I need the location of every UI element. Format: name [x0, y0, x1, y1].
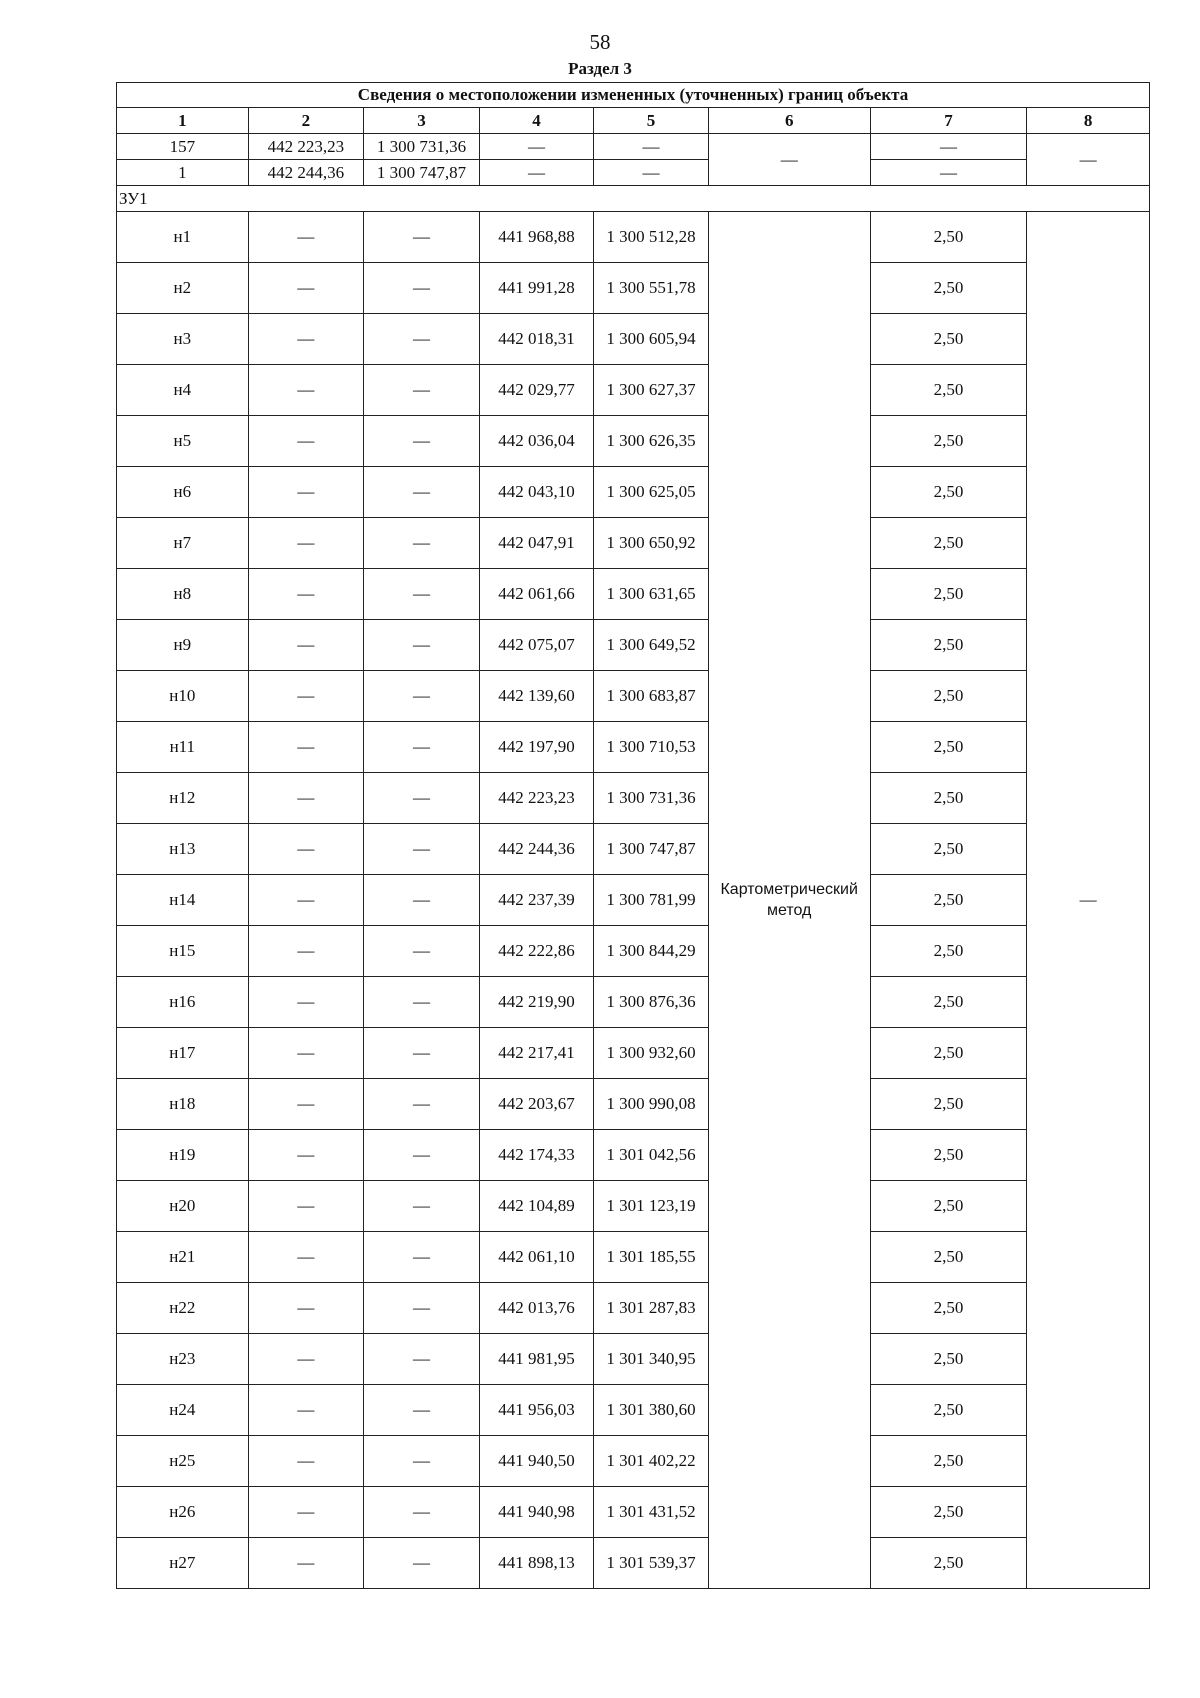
- new-y: 1 300 990,08: [594, 1079, 709, 1130]
- point-name: н16: [117, 977, 249, 1028]
- new-y: 1 300 781,99: [594, 875, 709, 926]
- table-row: [117, 569, 1150, 620]
- existing-y: —: [364, 314, 480, 365]
- column-number: 8: [1027, 108, 1150, 134]
- point-name: н25: [117, 1436, 249, 1487]
- new-y: 1 301 287,83: [594, 1283, 709, 1334]
- new-y: 1 300 683,87: [594, 671, 709, 722]
- accuracy-cell: 2,50: [870, 1130, 1027, 1181]
- new-y: 1 300 512,28: [594, 212, 709, 263]
- existing-x: —: [248, 416, 364, 467]
- point-name: н26: [117, 1487, 249, 1538]
- existing-y: —: [364, 620, 480, 671]
- new-x: 441 968,88: [479, 212, 594, 263]
- accuracy-cell: 2,50: [870, 1283, 1027, 1334]
- table-row: [117, 1385, 1150, 1436]
- table-row: [117, 518, 1150, 569]
- new-x: 441 898,13: [479, 1538, 594, 1589]
- new-y: 1 301 431,52: [594, 1487, 709, 1538]
- table-row: [117, 620, 1150, 671]
- accuracy-cell: —: [870, 160, 1027, 186]
- accuracy-cell: 2,50: [870, 875, 1027, 926]
- existing-y: —: [364, 1487, 480, 1538]
- description-cell: —: [1027, 212, 1150, 1589]
- table-row: [117, 875, 1150, 926]
- existing-y: —: [364, 263, 480, 314]
- accuracy-cell: 2,50: [870, 569, 1027, 620]
- new-y: 1 300 649,52: [594, 620, 709, 671]
- new-x: 442 047,91: [479, 518, 594, 569]
- page-number: 58: [589, 30, 611, 54]
- point-name: н18: [117, 1079, 249, 1130]
- new-y: 1 300 650,92: [594, 518, 709, 569]
- existing-x: —: [248, 773, 364, 824]
- existing-y: —: [364, 416, 480, 467]
- accuracy-cell: 2,50: [870, 1538, 1027, 1589]
- accuracy-cell: 2,50: [870, 1487, 1027, 1538]
- table-row: [117, 1487, 1150, 1538]
- table-row: [117, 263, 1150, 314]
- new-y: —: [594, 134, 709, 160]
- new-y: 1 300 731,36: [594, 773, 709, 824]
- existing-x: —: [248, 671, 364, 722]
- point-name: 1: [117, 160, 249, 186]
- existing-x: —: [248, 1028, 364, 1079]
- column-number: 4: [479, 108, 594, 134]
- section-title: Раздел 3: [568, 59, 632, 78]
- existing-y: —: [364, 773, 480, 824]
- point-name: н7: [117, 518, 249, 569]
- existing-y: —: [364, 212, 480, 263]
- new-x: 442 075,07: [479, 620, 594, 671]
- accuracy-cell: 2,50: [870, 1232, 1027, 1283]
- new-x: 442 139,60: [479, 671, 594, 722]
- existing-x: —: [248, 467, 364, 518]
- existing-x: 442 244,36: [248, 160, 364, 186]
- existing-y: 1 300 747,87: [364, 160, 480, 186]
- accuracy-cell: 2,50: [870, 977, 1027, 1028]
- table-row: [117, 1130, 1150, 1181]
- new-x: 441 940,98: [479, 1487, 594, 1538]
- point-name: н24: [117, 1385, 249, 1436]
- new-y: 1 300 551,78: [594, 263, 709, 314]
- existing-point-row: [117, 134, 1150, 160]
- table-row: [117, 365, 1150, 416]
- new-x: 441 991,28: [479, 263, 594, 314]
- existing-y: —: [364, 824, 480, 875]
- accuracy-cell: 2,50: [870, 773, 1027, 824]
- table-row: [117, 416, 1150, 467]
- new-x: 442 018,31: [479, 314, 594, 365]
- existing-y: 1 300 731,36: [364, 134, 480, 160]
- table-row: [117, 1232, 1150, 1283]
- column-number-row: [117, 108, 1150, 134]
- existing-y: —: [364, 1028, 480, 1079]
- new-x: 442 217,41: [479, 1028, 594, 1079]
- existing-y: —: [364, 671, 480, 722]
- new-y: 1 300 710,53: [594, 722, 709, 773]
- point-name: н11: [117, 722, 249, 773]
- existing-x: —: [248, 1334, 364, 1385]
- existing-y: —: [364, 467, 480, 518]
- table-caption-row: [117, 83, 1150, 108]
- existing-x: —: [248, 263, 364, 314]
- existing-x: —: [248, 1079, 364, 1130]
- new-x: 442 043,10: [479, 467, 594, 518]
- existing-y: —: [364, 926, 480, 977]
- existing-y: —: [364, 977, 480, 1028]
- existing-y: —: [364, 1181, 480, 1232]
- existing-x: —: [248, 212, 364, 263]
- method-cell: Картометрический метод: [708, 212, 870, 1589]
- column-number: 1: [117, 108, 249, 134]
- point-name: н27: [117, 1538, 249, 1589]
- table-row: [117, 977, 1150, 1028]
- table-caption: Сведения о местоположении измененных (уточненных) границ объекта: [117, 83, 1150, 108]
- table-row: [117, 722, 1150, 773]
- point-name: н8: [117, 569, 249, 620]
- existing-y: —: [364, 875, 480, 926]
- existing-y: —: [364, 1130, 480, 1181]
- accuracy-cell: 2,50: [870, 365, 1027, 416]
- existing-y: —: [364, 1283, 480, 1334]
- point-name: н1: [117, 212, 249, 263]
- new-x: —: [479, 160, 594, 186]
- new-x: 442 197,90: [479, 722, 594, 773]
- table-row: [117, 1028, 1150, 1079]
- existing-y: —: [364, 518, 480, 569]
- point-name: н20: [117, 1181, 249, 1232]
- new-x: 442 244,36: [479, 824, 594, 875]
- point-name: н21: [117, 1232, 249, 1283]
- new-y: 1 301 402,22: [594, 1436, 709, 1487]
- table-row: [117, 212, 1150, 263]
- new-y: 1 301 185,55: [594, 1232, 709, 1283]
- existing-x: —: [248, 569, 364, 620]
- existing-x: —: [248, 875, 364, 926]
- existing-y: —: [364, 1334, 480, 1385]
- point-name: н19: [117, 1130, 249, 1181]
- new-x: 442 222,86: [479, 926, 594, 977]
- existing-y: —: [364, 1232, 480, 1283]
- new-x: 442 219,90: [479, 977, 594, 1028]
- point-name: н2: [117, 263, 249, 314]
- table-row: [117, 1436, 1150, 1487]
- table-row: [117, 1283, 1150, 1334]
- accuracy-cell: 2,50: [870, 824, 1027, 875]
- point-name: н17: [117, 1028, 249, 1079]
- table-row: [117, 824, 1150, 875]
- new-x: —: [479, 134, 594, 160]
- new-x: 441 981,95: [479, 1334, 594, 1385]
- accuracy-cell: 2,50: [870, 1079, 1027, 1130]
- point-name: н4: [117, 365, 249, 416]
- column-number: 6: [708, 108, 870, 134]
- existing-x: —: [248, 1130, 364, 1181]
- table-row: [117, 1334, 1150, 1385]
- new-y: 1 300 627,37: [594, 365, 709, 416]
- new-x: 442 104,89: [479, 1181, 594, 1232]
- accuracy-cell: 2,50: [870, 518, 1027, 569]
- table-row: [117, 671, 1150, 722]
- new-y: 1 300 605,94: [594, 314, 709, 365]
- table-row: [117, 1079, 1150, 1130]
- point-name: н23: [117, 1334, 249, 1385]
- existing-x: —: [248, 1538, 364, 1589]
- point-name: н3: [117, 314, 249, 365]
- existing-x: —: [248, 824, 364, 875]
- point-name: н6: [117, 467, 249, 518]
- new-x: 441 956,03: [479, 1385, 594, 1436]
- new-x: 442 036,04: [479, 416, 594, 467]
- method-cell: —: [708, 134, 870, 186]
- new-y: 1 301 123,19: [594, 1181, 709, 1232]
- description-cell: —: [1027, 134, 1150, 186]
- accuracy-cell: —: [870, 134, 1027, 160]
- existing-x: —: [248, 518, 364, 569]
- table-row: [117, 1181, 1150, 1232]
- point-name: н22: [117, 1283, 249, 1334]
- existing-y: —: [364, 1538, 480, 1589]
- point-name: н12: [117, 773, 249, 824]
- new-y: 1 301 042,56: [594, 1130, 709, 1181]
- point-name: н13: [117, 824, 249, 875]
- accuracy-cell: 2,50: [870, 416, 1027, 467]
- point-name: н9: [117, 620, 249, 671]
- new-x: 442 174,33: [479, 1130, 594, 1181]
- point-name: н14: [117, 875, 249, 926]
- accuracy-cell: 2,50: [870, 467, 1027, 518]
- table-row: [117, 926, 1150, 977]
- new-x: 442 203,67: [479, 1079, 594, 1130]
- new-x: 442 061,66: [479, 569, 594, 620]
- new-x: 442 061,10: [479, 1232, 594, 1283]
- existing-y: —: [364, 365, 480, 416]
- table-row: [117, 314, 1150, 365]
- existing-y: —: [364, 1385, 480, 1436]
- existing-x: —: [248, 926, 364, 977]
- accuracy-cell: 2,50: [870, 722, 1027, 773]
- existing-x: —: [248, 1283, 364, 1334]
- new-y: 1 300 631,65: [594, 569, 709, 620]
- point-name: н15: [117, 926, 249, 977]
- group-row: [117, 186, 1150, 212]
- accuracy-cell: 2,50: [870, 263, 1027, 314]
- new-x: 442 237,39: [479, 875, 594, 926]
- point-name: н5: [117, 416, 249, 467]
- table-row: [117, 773, 1150, 824]
- coordinates-table: [116, 82, 1150, 1589]
- existing-y: —: [364, 1079, 480, 1130]
- accuracy-cell: 2,50: [870, 671, 1027, 722]
- accuracy-cell: 2,50: [870, 1385, 1027, 1436]
- new-y: —: [594, 160, 709, 186]
- new-y: 1 300 876,36: [594, 977, 709, 1028]
- accuracy-cell: 2,50: [870, 1181, 1027, 1232]
- existing-x: —: [248, 1232, 364, 1283]
- existing-x: —: [248, 314, 364, 365]
- new-y: 1 300 932,60: [594, 1028, 709, 1079]
- existing-x: 442 223,23: [248, 134, 364, 160]
- table-row: [117, 1538, 1150, 1589]
- existing-x: —: [248, 977, 364, 1028]
- accuracy-cell: 2,50: [870, 926, 1027, 977]
- column-number: 5: [594, 108, 709, 134]
- accuracy-cell: 2,50: [870, 1334, 1027, 1385]
- accuracy-cell: 2,50: [870, 212, 1027, 263]
- accuracy-cell: 2,50: [870, 314, 1027, 365]
- existing-x: —: [248, 1436, 364, 1487]
- existing-x: —: [248, 1181, 364, 1232]
- new-y: 1 300 626,35: [594, 416, 709, 467]
- existing-y: —: [364, 569, 480, 620]
- existing-x: —: [248, 365, 364, 416]
- new-y: 1 300 844,29: [594, 926, 709, 977]
- existing-x: —: [248, 1487, 364, 1538]
- table-row: [117, 467, 1150, 518]
- existing-y: —: [364, 1436, 480, 1487]
- existing-y: —: [364, 722, 480, 773]
- new-x: 442 223,23: [479, 773, 594, 824]
- new-y: 1 301 380,60: [594, 1385, 709, 1436]
- point-name: н10: [117, 671, 249, 722]
- new-x: 442 013,76: [479, 1283, 594, 1334]
- new-y: 1 300 625,05: [594, 467, 709, 518]
- point-name: 157: [117, 134, 249, 160]
- new-y: 1 301 340,95: [594, 1334, 709, 1385]
- existing-x: —: [248, 722, 364, 773]
- new-x: 442 029,77: [479, 365, 594, 416]
- existing-x: —: [248, 620, 364, 671]
- new-y: 1 300 747,87: [594, 824, 709, 875]
- group-label: ЗУ1: [117, 186, 1150, 212]
- new-x: 441 940,50: [479, 1436, 594, 1487]
- column-number: 2: [248, 108, 364, 134]
- accuracy-cell: 2,50: [870, 1028, 1027, 1079]
- accuracy-cell: 2,50: [870, 1436, 1027, 1487]
- existing-x: —: [248, 1385, 364, 1436]
- new-y: 1 301 539,37: [594, 1538, 709, 1589]
- existing-point-row: [117, 160, 1150, 186]
- column-number: 3: [364, 108, 480, 134]
- accuracy-cell: 2,50: [870, 620, 1027, 671]
- column-number: 7: [870, 108, 1027, 134]
